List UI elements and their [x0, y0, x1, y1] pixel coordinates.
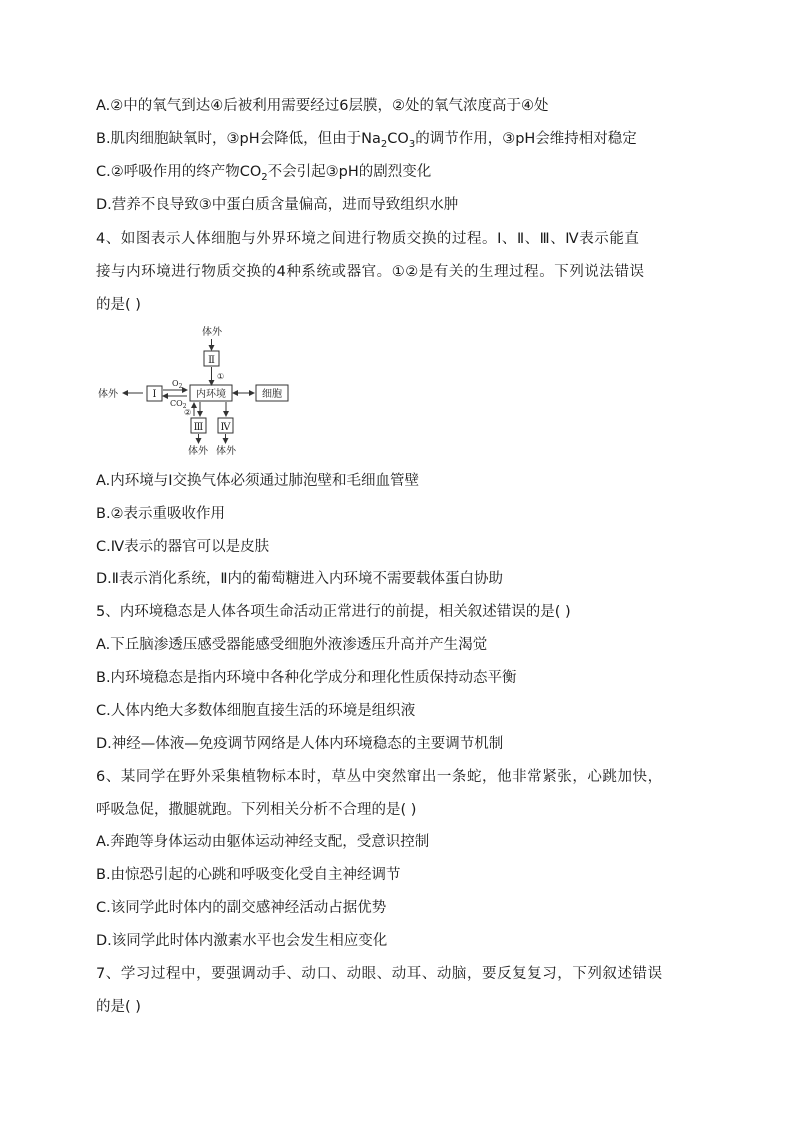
o2-label: $O_2$ [172, 379, 183, 390]
q6-stem-line-1: 6、某同学在野外采集植物标本时，草丛中突然窜出一条蛇，他非常紧张，心跳加快， [96, 769, 663, 785]
q3-option-a: A.②中的氧气到达④后被利用需要经过6层膜，②处的氧气浓度高于④处 [96, 98, 549, 114]
process-1-label: ① [217, 372, 225, 381]
q4-option-a: A.内环境与Ⅰ交换气体必须通过肺泡壁和毛细血管壁 [96, 473, 420, 489]
q7-stem-line-2: 的是( ) [96, 999, 141, 1015]
q4-stem-line-1: 4、如图表示人体细胞与外界环境之间进行物质交换的过程。Ⅰ、Ⅱ、Ⅲ、Ⅳ表示能直 [96, 231, 640, 247]
q5-option-c: C.人体内绝大多数体细胞直接生活的环境是组织液 [96, 703, 416, 719]
inner-environment-label: 内环境 [196, 389, 226, 400]
q3-option-b: B.肌肉细胞缺氧时，③pH会降低，但由于$Na_2CO_3$的调节作用，③pH会维持相对稳定 [96, 131, 637, 150]
organ-label-3: Ⅲ [193, 422, 204, 433]
cell-label: 细胞 [262, 389, 282, 400]
outside-label-top: 体外 [202, 327, 222, 338]
co2-label: $CO_2$ [170, 399, 187, 410]
q4-stem-line-3: 的是( ) [96, 297, 141, 313]
organ-label-4: Ⅳ [220, 422, 231, 433]
exchange-diagram [96, 322, 296, 456]
outside-label-bottom-3: 体外 [188, 446, 208, 456]
q5-option-a: A.下丘脑渗透压感受器能感受细胞外液渗透压升高并产生渴觉 [96, 637, 488, 653]
outside-label-left: 体外 [98, 389, 118, 400]
q5-option-b: B.内环境稳态是指内环境中各种化学成分和理化性质保持动态平衡 [96, 670, 517, 686]
q7-stem-line-1: 7、学习过程中，要强调动手、动口、动眼、动耳、动脑，要反复复习，下列叙述错误 [96, 966, 663, 982]
outside-label-bottom-4: 体外 [216, 446, 236, 456]
q3-option-c: C.②呼吸作用的终产物$CO_2$不会引起③pH的剧烈变化 [96, 164, 432, 183]
q6-stem-line-2: 呼吸急促，撒腿就跑。下列相关分析不合理的是( ) [96, 802, 417, 818]
organ-label-2: Ⅱ [208, 355, 215, 366]
q4-stem-line-2: 接与内环境进行物质交换的4种系统或器官。①②是有关的生理过程。下列说法错误 [96, 264, 645, 280]
process-2-label: ② [184, 408, 192, 417]
q6-option-c: C.该同学此时体内的副交感神经活动占据优势 [96, 900, 387, 916]
q5-stem: 5、内环境稳态是人体各项生命活动正常进行的前提，相关叙述错误的是( ) [96, 604, 571, 620]
organ-label-1: Ⅰ [152, 389, 157, 400]
q6-option-d: D.该同学此时体内激素水平也会发生相应变化 [96, 933, 388, 949]
q4-option-d: D.Ⅱ表示消化系统，Ⅱ内的葡萄糖进入内环境不需要载体蛋白协助 [96, 571, 504, 587]
q4-option-c: C.Ⅳ表示的器官可以是皮肤 [96, 539, 270, 555]
q6-option-b: B.由惊恐引起的心跳和呼吸变化受自主神经调节 [96, 867, 401, 883]
q5-option-d: D.神经—体液—免疫调节网络是人体内环境稳态的主要调节机制 [96, 736, 504, 752]
q4-option-b: B.②表示重吸收作用 [96, 506, 226, 522]
q3-option-d: D.营养不良导致③中蛋白质含量偏高，进而导致组织水肿 [96, 197, 459, 213]
q6-option-a: A.奔跑等身体运动由躯体运动神经支配，受意识控制 [96, 834, 430, 850]
